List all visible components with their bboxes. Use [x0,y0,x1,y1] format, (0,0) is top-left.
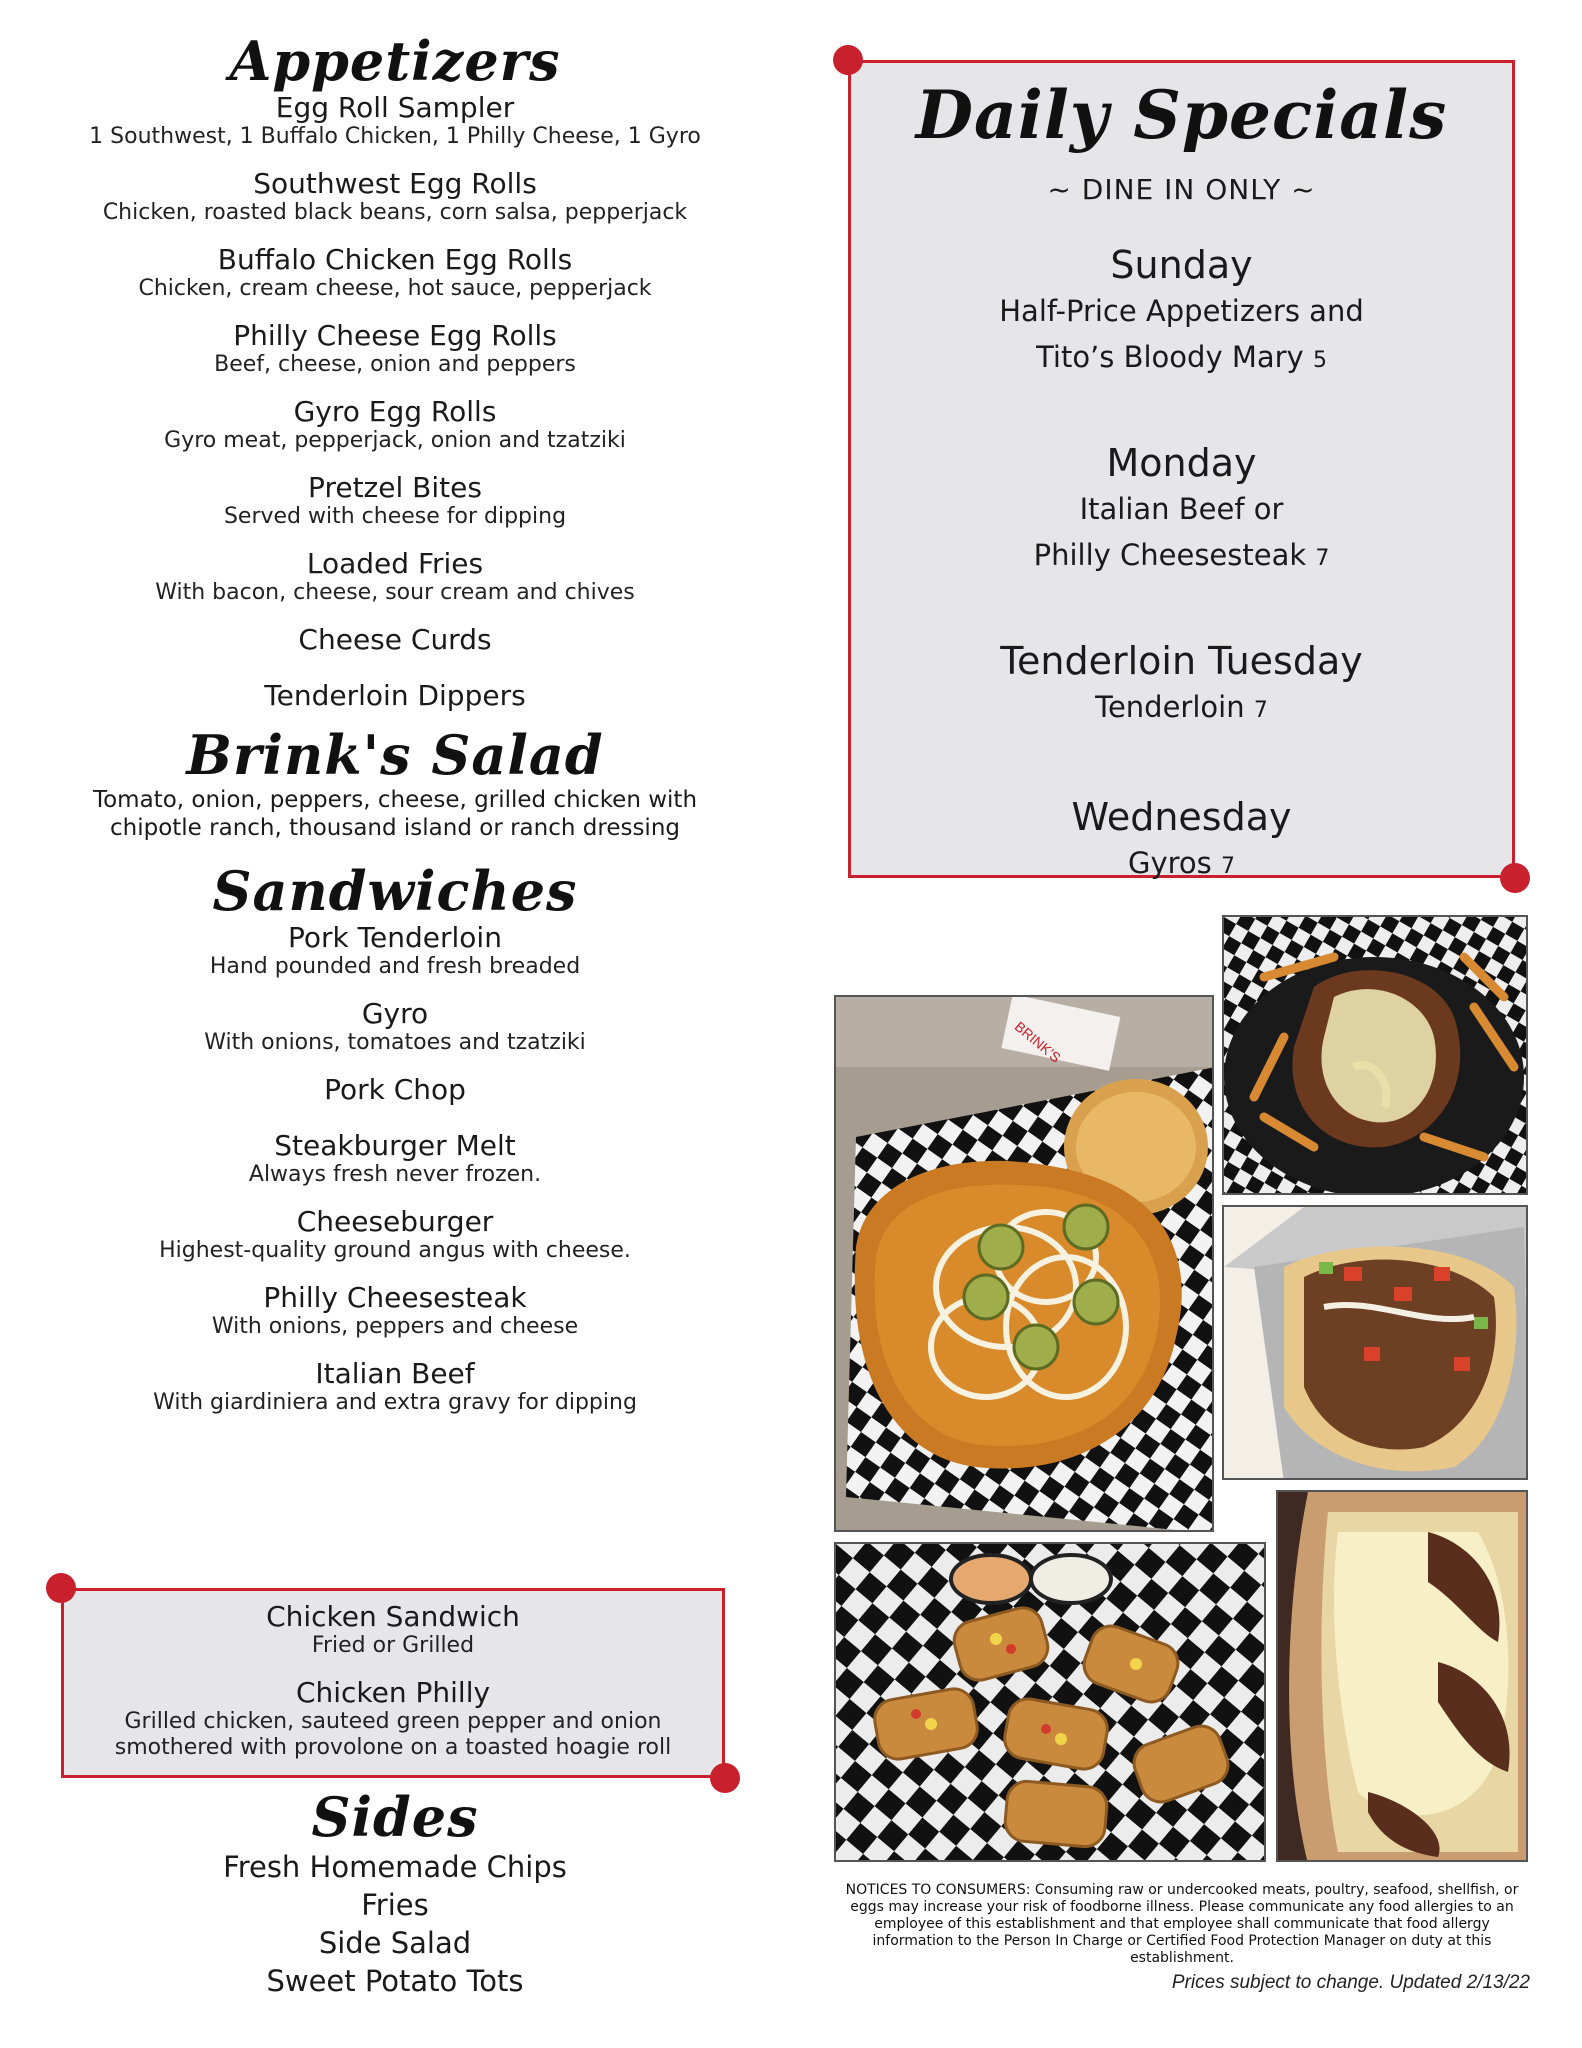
consumer-notice: NOTICES TO CONSUMERS: Consuming raw or undercooked meats, poultry, seafood, shellfish, or eggs may increase your risk of foodborne illness. Please communicate any food allergies to an employee of this establishment and that employee shall communicate that food allergy information to the Person In Charge or Certified Food Protection Manager on duty at this establishment. [845,1882,1519,1966]
featured-sandwiches-box [61,1588,725,1778]
special-day [851,242,1512,384]
item-description: With giardiniera and extra gravy for dipping [153,1390,637,1415]
special-day [851,440,1512,582]
corner-dot [833,45,863,75]
item-description: With onions, peppers and cheese [211,1314,579,1339]
item-name: Chicken Philly [295,1676,491,1709]
item-description: Beef, cheese, onion and peppers [214,352,576,377]
menu-item [40,1358,750,1416]
menu-item [40,472,750,530]
special-line [851,334,1512,384]
daily-specials-panel [848,60,1515,878]
dine-in-only-label: ~ DINE IN ONLY ~ [1047,173,1316,206]
appetizers-heading: Appetizers [229,29,561,93]
loaded-fries-photo [1222,915,1528,1195]
item-name: Gyro [361,997,429,1030]
item-description: smothered with provolone on a toasted hoagie roll [114,1735,672,1760]
item-name: Philly Cheesesteak [263,1281,527,1314]
item-description: Grilled chicken, sauteed green pepper and onion [124,1709,662,1734]
svg-text:BRINK'S: BRINK'S [1011,1018,1064,1066]
special-day [851,794,1512,890]
left-menu-column [40,30,750,1434]
item-description: With bacon, cheese, sour cream and chives [155,580,635,605]
item-name: Chicken Sandwich [266,1600,520,1633]
special-price: 5 [1312,348,1327,373]
menu-item [64,1601,722,1659]
menu-item [64,1677,722,1761]
item-description: Chicken, cream cheese, hot sauce, pepperjack [138,276,652,301]
item-description: Gyro meat, pepperjack, onion and tzatziki [164,428,626,453]
item-description: Highest-quality ground angus with cheese. [159,1238,631,1263]
menu-item [40,92,750,150]
item-name: Egg Roll Sampler [275,91,515,124]
item-name: Tenderloin Dippers [264,679,526,712]
special-price: 7 [1253,698,1268,723]
menu-item [40,922,750,980]
egg-rolls-photo [834,1542,1266,1862]
special-line: Italian Beef or [1079,492,1284,526]
salad-description [40,786,750,842]
side-item: Sweet Potato Tots [266,1964,524,1998]
salad-heading: Brink's Salad [186,723,604,787]
menu-item [40,998,750,1056]
special-item: Tenderloin [1095,690,1245,724]
tenderloin-sandwich-image [836,997,1214,1532]
item-name: Southwest Egg Rolls [253,167,537,200]
special-line: Half-Price Appetizers and [999,294,1364,328]
item-name: Steakburger Melt [274,1129,516,1162]
day-name: Sunday [1110,243,1253,287]
day-name: Monday [1106,441,1257,485]
item-name: Loaded Fries [306,547,484,580]
corner-dot [1500,863,1530,893]
item-description: Fried or Grilled [311,1633,475,1658]
day-name: Wednesday [1071,795,1292,839]
menu-item [40,548,750,606]
special-item: Philly Cheesesteak [1033,538,1307,572]
special-price: 7 [1315,546,1330,571]
side-item: Fries [361,1888,429,1922]
item-description: Always fresh never frozen. [248,1162,542,1187]
sides-heading: Sides [311,1785,479,1849]
menu-item [40,396,750,454]
item-name: Gyro Egg Rolls [293,395,497,428]
item-description: 1 Southwest, 1 Buffalo Chicken, 1 Philly Cheese, 1 Gyro [89,124,701,149]
philly-cheesesteak-photo [1276,1490,1528,1862]
menu-item [40,624,750,656]
special-price: 7 [1221,854,1235,879]
special-item: Tito’s Bloody Mary [1036,340,1304,374]
side-item: Side Salad [318,1926,472,1960]
menu-item [40,1206,750,1264]
gyro-photo [1222,1205,1528,1480]
philly-cheesesteak-image [1278,1492,1528,1862]
item-description: Served with cheese for dipping [223,504,567,529]
menu-item [40,1282,750,1340]
item-name: Pork Chop [324,1073,466,1106]
sides-list [40,1848,750,2000]
item-name: Pork Tenderloin [288,921,502,954]
sides-section [40,1786,750,2000]
menu-item [40,320,750,378]
day-name: Tenderloin Tuesday [1000,639,1363,683]
side-item: Fresh Homemade Chips [223,1850,567,1884]
menu-item [40,1130,750,1188]
salad-desc-line: Tomato, onion, peppers, cheese, grilled chicken with [92,787,698,813]
item-name: Cheeseburger [296,1205,494,1238]
gyro-image [1224,1207,1528,1480]
special-line [851,840,1512,890]
menu-item [40,244,750,302]
item-name: Italian Beef [315,1357,475,1390]
item-name: Cheese Curds [298,623,492,656]
item-description: Hand pounded and fresh breaded [209,954,581,979]
special-line [851,532,1512,582]
item-name: Buffalo Chicken Egg Rolls [217,243,573,276]
item-description: With onions, tomatoes and tzatziki [204,1030,586,1055]
special-item: Gyros [1128,846,1212,880]
updated-note: Prices subject to change. Updated 2/13/22 [1171,1972,1530,1993]
tenderloin-sandwich-photo [834,995,1214,1532]
corner-dot [46,1573,76,1603]
specials-heading: Daily Specials [915,76,1448,154]
loaded-fries-image [1224,917,1528,1195]
egg-rolls-image [836,1544,1266,1862]
sandwiches-heading: Sandwiches [212,859,578,923]
menu-item [40,1074,750,1106]
special-line [851,684,1512,734]
item-name: Pretzel Bites [308,471,482,504]
item-description: Chicken, roasted black beans, corn salsa, pepperjack [102,200,688,225]
featured-items [64,1591,722,1761]
special-day [851,638,1512,734]
item-name: Philly Cheese Egg Rolls [233,319,557,352]
menu-item [40,168,750,226]
salad-desc-line: chipotle ranch, thousand island or ranch dressing [109,815,680,841]
menu-item [40,680,750,712]
